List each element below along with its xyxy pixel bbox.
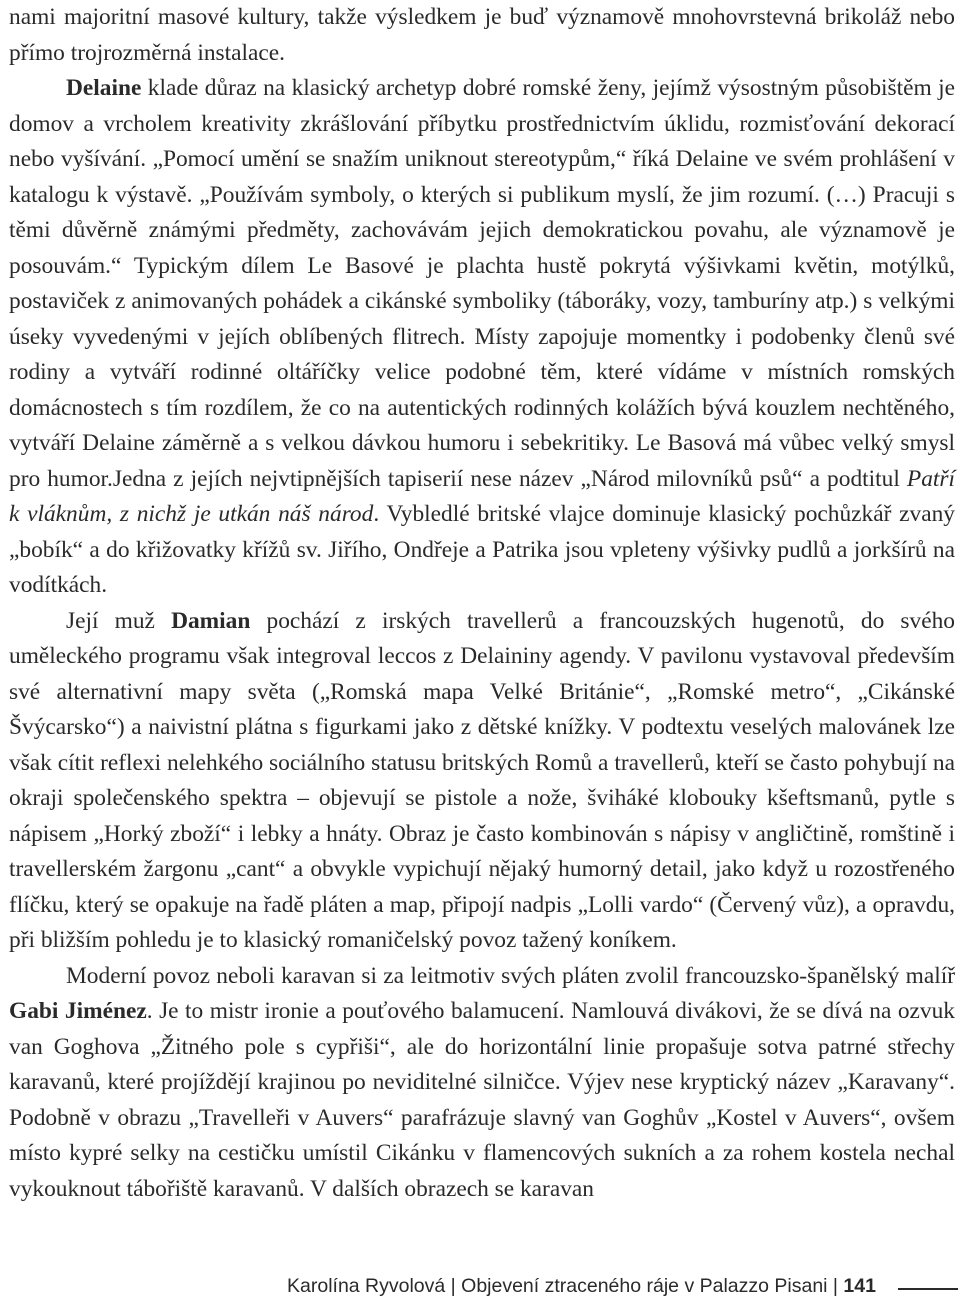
page-footer xyxy=(0,1274,960,1304)
paragraph-4 xyxy=(9,959,955,1208)
paragraph-2 xyxy=(9,71,955,604)
running-footer xyxy=(287,1275,876,1298)
paragraph-4-text-a: Moderní povoz neboli karavan si za leitmotiv svých pláten zvolil francouzsko-španělský malíř xyxy=(66,962,955,989)
paragraph-4-text-b: . Je to mistr ironie a pouťového balamucení. Namlouvá divákovi, že se dívá na ozvuk van Goghova „Žitného pole s cypřiši“, ale do horizontální linie propašuje sotva patrné střechy karavanů, které projíždějí krajinou po neviditelné silničce. Výjev nese kryptický název „Karavany“. Podobně v obrazu „Travelleři v Auvers“ parafrázuje slavný van Goghův „Kostel v Auvers“, ovšem místo kypré selky na cestičku umístil Cikánku v flamencových sukních a za rohem kostela nechal vykouknout tábořiště karavanů. V dalších obrazech se karavan xyxy=(9,998,956,1202)
tapestry-subtitle: Patří k vláknům, z nichž je utkán náš národ xyxy=(9,465,955,527)
paragraph-2-text-b: . Vybledlé britské vlajce dominuje klasický pochůzkář zvaný „bobík“ a do křižovatky křížů sv. Jiřího, Ondřeje a Patrika jsou vpleteny výšivky pudlů a jorkšírů na vodítkách. xyxy=(9,501,955,598)
footer-text: Karolína Ryvolová | Objevení ztraceného ráje v Palazzo Pisani | xyxy=(287,1275,844,1297)
artist-name-gabi-jimenez: Gabi Jiménez xyxy=(9,998,147,1024)
page-number: 141 xyxy=(843,1275,876,1297)
paragraph-1-text: nami majoritní masové kultury, takže výsledkem je buď významově mnohovrstevná brikoláž nebo přímo trojrozměrná instalace. xyxy=(9,4,955,66)
paragraph-2-text-a: klade důraz na klasický archetyp dobré romské ženy, jejímž výsostným působištěm je domov a vrcholem kreativity zkrášlování příbytku prostřednictvím úklidu, rozmisťování dekorací nebo vyšívání. „Pomocí umění se snažím uniknout stereotypům,“ říká Delaine ve svém prohlášení v katalogu k výstavě. „Používám symboly, o kterých si publikum myslí, že jim rozumí. (…) Pracuji s těmi důvěrně známými předměty, zachovávám jejich demokratickou povahu, ale významově je posouvám.“ Typickým dílem Le Basové je plachta hustě pokrytá výšivkami květin, motýlků, postaviček z animovaných pohádek a cikánské symboliky (táboráky, vozy, tamburíny atp.) s velkými úseky vyvedenými v jejích oblíbených flitrech. Místy zapojuje momentky i podobenky členů své rodiny a vytváří rodinné oltáříčky velice podobné těm, které vídáme v místních romských domácnostech s tím rozdílem, že co na autentických rodinných kolážích bývá kouzlem nechtěného, vytváří Delaine záměrně a s velkou dávkou humoru i sebekritiky. Le Basová má vůbec velký smysl pro humor.Jedna z jejích nejvtipnějších tapiserií nese název „Národ milovníků psů“ a podtitul xyxy=(9,75,955,492)
paragraph-1 xyxy=(9,0,955,71)
artist-name-delaine: Delaine xyxy=(66,75,142,101)
artist-name-damian: Damian xyxy=(171,607,251,634)
paragraph-3-text-b: pochází z irských travellerů a francouzských hugenotů, do svého uměleckého programu však integroval leccos z Delaininy agendy. V pavilonu vystavoval především své alternativní mapy světa („Romská mapa Velké Británie“, „Romské metro“, „Cikánské Švýcarsko“) a naivistní plátna s figurkami jako z dětské knížky. V podtextu veselých malovánek lze však cítit reflexi nelehkého sociálního statusu britských Romů a travellerů, kteří se často pohybují na okraji společenského spektra – objevují se pistole a nože, šviháké klobouky kšeftsmanů, pytle s nápisem „Horký zboží“ i lebky a hnáty. Obraz je často kombinován s nápisy v angličtině, romštině i travellerském žargonu „cant“ a obvykle vypichují nějaký humorný detail, jako když u rozostřeného flíčku, který se opakuje na řadě pláten a map, připojí nadpis „Lolli vardo“ (Červený vůz), a opravdu, při bližším pohledu je to klasický romaničelský povoz tažený koníkem. xyxy=(9,607,955,953)
footer-rule xyxy=(898,1288,958,1290)
paragraph-3-text-a: Její muž xyxy=(66,607,172,634)
paragraph-3 xyxy=(9,604,955,959)
body-text xyxy=(9,0,955,1207)
